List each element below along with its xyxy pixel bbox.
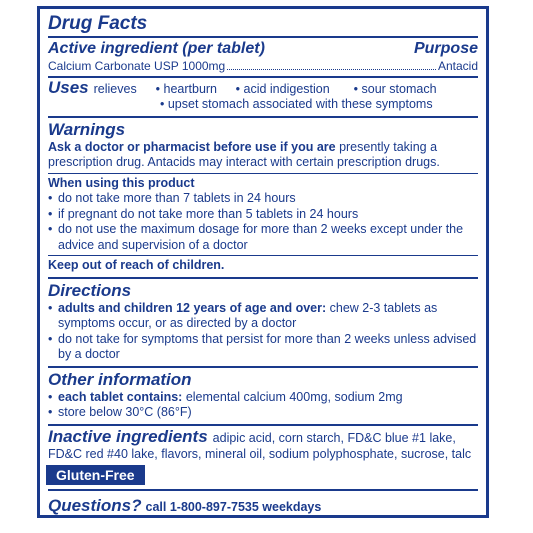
uses-intro: relieves [93, 82, 137, 96]
directions-item: • adults and children 12 years of age and over: chew 2-3 tablets as symptoms occur, or as directed by a doctor [48, 300, 438, 330]
inactive-ingredients-line-1: adipic acid, corn starch, FD&C blue #1 lake, [212, 430, 456, 445]
warnings-heading: Warnings [48, 119, 126, 139]
inactive-ingredients-line-2: FD&C red #40 lake, flavors, mineral oil, sodium polyphosphate, sucrose, talc [48, 446, 472, 461]
uses-heading: Uses [48, 78, 89, 97]
uses-item-heartburn: • heartburn [155, 82, 218, 96]
title-section [48, 9, 478, 38]
active-ingredient-section [48, 38, 478, 78]
other-information-item: • store below 30°C (86°F) [48, 405, 192, 419]
warnings-ask-line-2: prescription drug. Antacids may interact with certain prescription drugs. [48, 155, 440, 169]
questions-phone: call 1-800-897-7535 weekdays [145, 500, 322, 514]
when-using-item: • do not use the maximum dosage for more than 2 weeks except under the advice and supervision of a doctor [48, 222, 464, 252]
keep-out-text: Keep out of reach of children. [48, 258, 225, 272]
uses-item-sour-stomach: • sour stomach [353, 82, 437, 96]
gluten-free-badge: Gluten-Free [46, 465, 145, 485]
uses-item-upset-stomach: • upset stomach associated with these symptoms [160, 97, 433, 111]
inactive-ingredients-section [48, 426, 478, 492]
warnings-ask-section [48, 118, 478, 174]
other-information-heading: Other information [48, 369, 192, 389]
warnings-ask-line: Ask a doctor or pharmacist before use if you are presently taking a [48, 139, 438, 154]
drug-facts-title: Drug Facts [48, 13, 148, 34]
questions-heading: Questions? [48, 496, 142, 515]
other-information-item: • each tablet contains: elemental calcium 400mg, sodium 2mg [48, 389, 403, 404]
drug-facts-panel [37, 6, 489, 518]
uses-item-acid-indigestion: • acid indigestion [235, 82, 330, 96]
directions-section [48, 279, 478, 368]
when-using-section [48, 174, 478, 257]
inactive-ingredients-heading: Inactive ingredients [48, 426, 208, 446]
active-ingredient-heading: Active ingredient (per tablet) [48, 40, 265, 57]
active-ingredient-name: Calcium Carbonate USP 1000mg [48, 59, 226, 73]
when-using-heading: When using this product [48, 175, 195, 190]
when-using-item: • do not take more than 7 tablets in 24 hours [48, 191, 296, 205]
uses-section [48, 78, 478, 118]
directions-heading: Directions [48, 280, 132, 300]
purpose-value: Antacid [437, 59, 478, 73]
questions-section [48, 491, 478, 516]
purpose-heading: Purpose [413, 40, 478, 57]
directions-item: • do not take for symptoms that persist for more than 2 weeks unless advised by a doctor [48, 331, 477, 361]
other-information-section [48, 368, 478, 426]
keep-out-section [48, 256, 478, 279]
when-using-item: • if pregnant do not take more than 5 tablets in 24 hours [48, 206, 359, 221]
dotted-leader [227, 69, 436, 70]
